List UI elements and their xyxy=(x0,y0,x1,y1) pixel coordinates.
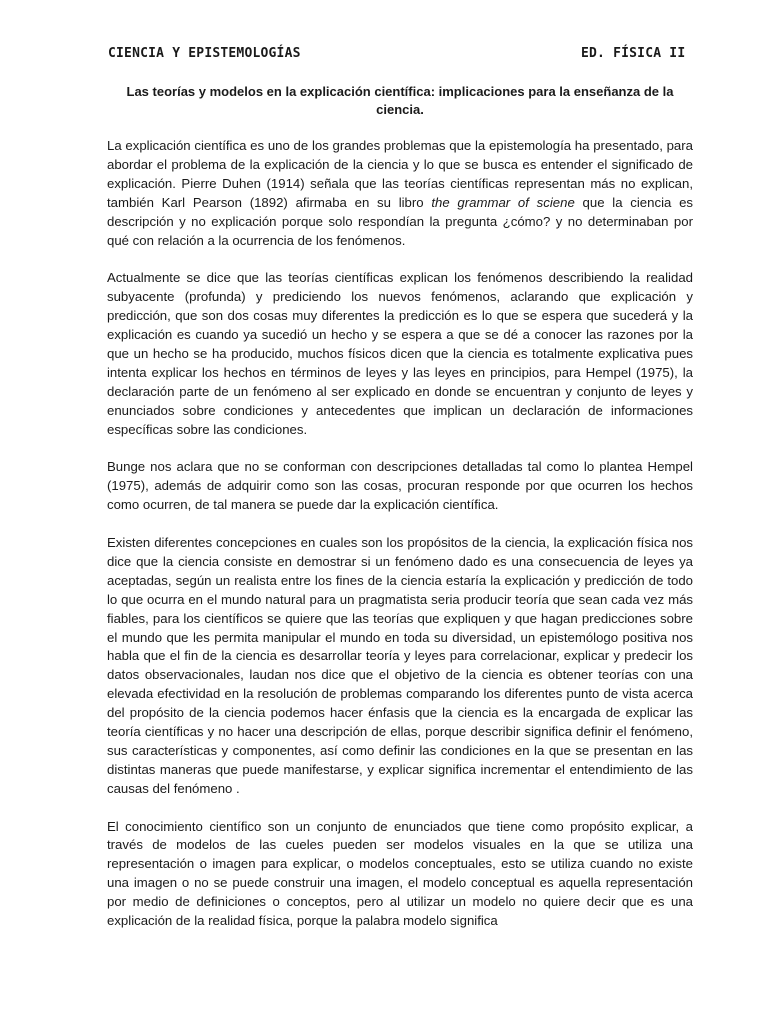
book-title: the grammar of sciene xyxy=(431,194,575,210)
header-course-title: CIENCIA Y EPISTEMOLOGÍAS xyxy=(108,46,301,61)
document-title: Las teorías y modelos en la explicación científica: implicaciones para la enseñanza de la ciencia. xyxy=(126,84,674,117)
document-body xyxy=(107,137,693,950)
header-course-code: ED. FÍSICA II xyxy=(581,46,686,61)
paragraph-3: Bunge nos aclara que no se conforman con descripciones detalladas tal como lo plantea Hempel (1975), además de adquirir como son las cosas, procuran responde por que ocurren los hechos como ocurren, de tal manera se puede dar la explicación científica. xyxy=(107,459,693,513)
paragraph-1-text-end: que la ciencia es descripción y no explicación porque solo respondían la pregunta ¿cómo? y no determinaban por qué con relación a la ocurrencia de los fenómenos. xyxy=(107,194,694,248)
paragraph-1 xyxy=(107,137,693,250)
page-header xyxy=(108,46,688,66)
paragraph-5: El conocimiento científico son un conjunto de enunciados que tiene como propósito explicar, a través de modelos de las cueles pueden ser modelos visuales en la que se utiliza una representación o imagen para explicar, o modelos conceptuales, esto se utiliza cuando no existe una imagen o no se puede construir una imagen, el modelo conceptual es aquella representación por medio de definiciones o conceptos, pero al utilizar un modelo no quiere decir que es una explicación de la realidad física, porque la palabra modelo significa xyxy=(107,818,693,929)
paragraph-2: Actualmente se dice que las teorías científicas explican los fenómenos describiendo la realidad subyacente (profunda) y prediciendo los nuevos fenómenos, aclarando que explicación y predicción, que son dos cosas muy diferentes la predicción es lo que se espera que sucederá y la explicación es cuando ya sucedió un hecho y se espera a que se dé a conocer las razones por la que un hecho se ha producido, muchos físicos dicen que la ciencia es totalmente explicativa pues intenta explicar los hechos en términos de leyes y las leyes en principios, para Hempel (1975), la declaración parte de un fenómeno al ser explicado en donde se encuentran y conjunto de leyes y enunciados sobre condiciones y antecedentes que implican un declaración de informaciones específicas sobre las condiciones. xyxy=(107,270,693,437)
paragraph-4: Existen diferentes concepciones en cuales son los propósitos de la ciencia, la explicación física nos dice que la ciencia consiste en demostrar si un fenómeno dado es una consecuencia de leyes ya aceptadas, según un realista entre los fines de la ciencia estaría la explicación y predicción de todo lo que ocurra en el mundo natural para un pragmatista seria producir teoría que sean cada vez más fiables, para los científicos se quiere que las teorías que expliquen y que hagan predicciones sobre el mundo que les permita manipular el mundo en toda su diversidad, un epistemólogo positiva nos habla que el fin de la ciencia es desarrollar teoría y leyes para correlacionar, explicar y predecir los datos observacionales, laudan nos dice que el objetivo de la ciencia es obtener teorías con una elevada efectividad en la resolución de problemas comparando los diferentes punto de vista acerca del propósito de la ciencia podemos hacer énfasis que la ciencia es la encargada de explicar las teoría científicas y no hacer una descripción de ellas, porque describir significa definir el fenómeno, sus características y componentes, así como definir las condiciones en la que se presentan en las distintas maneras que puede manifestarse, y explicar significa incrementar el entendimiento de las causas del fenómeno . xyxy=(107,534,693,796)
paragraph-1-text-start: La explicación científica es uno de los grandes problemas que la epistemología ha presentado, para abordar el problema de la explicación de la ciencia y lo que se busca es entender el significado de explicación. Pierre Duhen (1914) señala que las teorías científicas representan más no explican, también Karl Pearson (1892) afirmaba en su libro xyxy=(107,138,693,210)
